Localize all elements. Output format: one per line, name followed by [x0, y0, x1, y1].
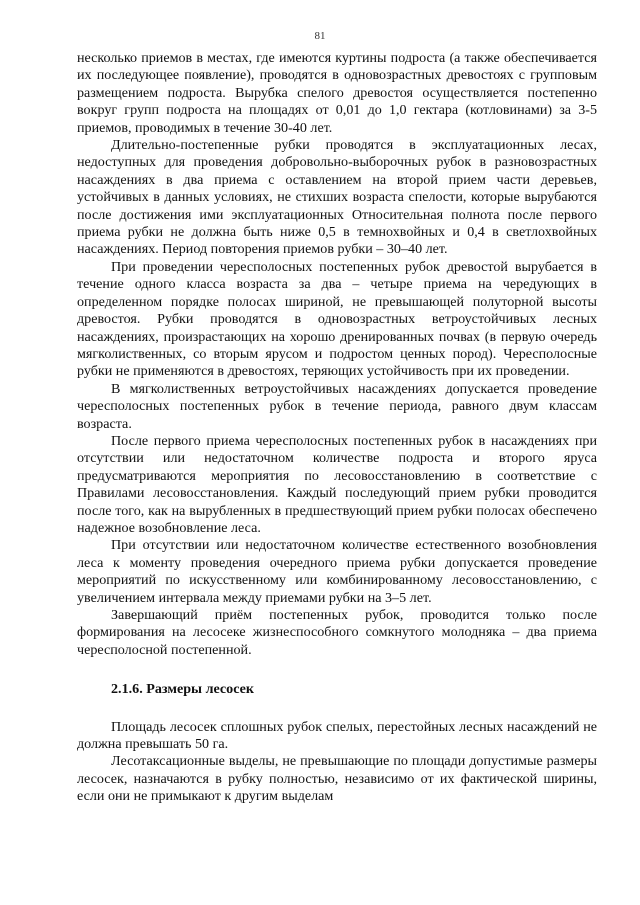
page-number: 81 [314, 30, 326, 42]
paragraph: Площадь лесосек сплошных рубок спелых, перестойных лесных насаждений не должна превышать 50 га. [77, 718, 597, 753]
paragraph: В мягколиственных ветроустойчивых насаждениях допускается проведение чересполосных постепенных рубок в течение периода, равного двум классам возраста. [77, 380, 597, 432]
page-content [77, 50, 597, 806]
paragraph: Лесотаксационные выделы, не превышающие по площади допустимые размеры лесосек, назначаются в рубку полностью, независимо от их фактической ширины, если они не примыкают к другим выделам [77, 753, 597, 805]
paragraph: Завершающий приём постепенных рубок, проводится только после формирования на лесосеке жизнеспособного сомкнутого молодняка – два приема чересполосной постепенной. [77, 607, 597, 658]
paragraph: Длительно-постепенные рубки проводятся в эксплуатационных лесах, недоступных для проведения добровольно-выборочных рубок в разновозрастных насаждениях в два приема с оставлением на второй прием части деревьев, устойчивых в данных условиях, не стихших возраста спелости, которые вырубаются после достижения ими эксплуатационных Относительная полнота после первого приема рубки не должна быть ниже 0,5 в темнохвойных и 0,4 в светлохвойных насаждениях. Период повторения приемов рубки – 30–40 лет. [77, 137, 597, 258]
section-heading: 2.1.6. Размеры лесосек [111, 681, 255, 698]
paragraph: При проведении чересполосных постепенных рубок древостой вырубается в течение одного класса возраста за два – четыре приема на чередующих в определенном порядке полосах шириной, не превышающей полуторной высоты древостоя. Рубки проводятся в одновозрастных ветроустойчивых лесных насаждениях, произрастающих на хорошо дренированных почвах (в первую очередь мягколиственных, со вторым ярусом и подростом ценных пород). Чересполосные рубки не применяются в древостоях, теряющих устойчивость при их проведении. [77, 258, 597, 380]
paragraph: После первого приема чересполосных постепенных рубок в насаждениях при отсутствии или недостаточном количестве подроста и второго яруса предусматриваются мероприятия по лесовосстановлению в соответствие с Правилами лесовосстановления. Каждый последующий прием рубки проводится после того, как на вырубленных в предшествующий прием рубки полосах обеспечено надежное возобновление леса. [77, 432, 597, 536]
paragraph: При отсутствии или недостаточном количестве естественного возобновления леса к моменту проведения очередного приема рубки допускается проведение мероприятий по искусственному или комбинированному лесовосстановлению, с увеличением интервала между приемами рубки на 3–5 лет. [77, 537, 597, 606]
paragraph: несколько приемов в местах, где имеются куртины подроста (а также обеспечивается их последующее появление), проводятся в одновозрастных древостоях с групповым размещением подроста. Вырубка спелого древостоя осуществляется постепенно вокруг групп подроста на площадях от 0,01 до 1,0 гектара (котловинами) за 3-5 приемов, проводимых в течение 30-40 лет. [77, 50, 597, 136]
